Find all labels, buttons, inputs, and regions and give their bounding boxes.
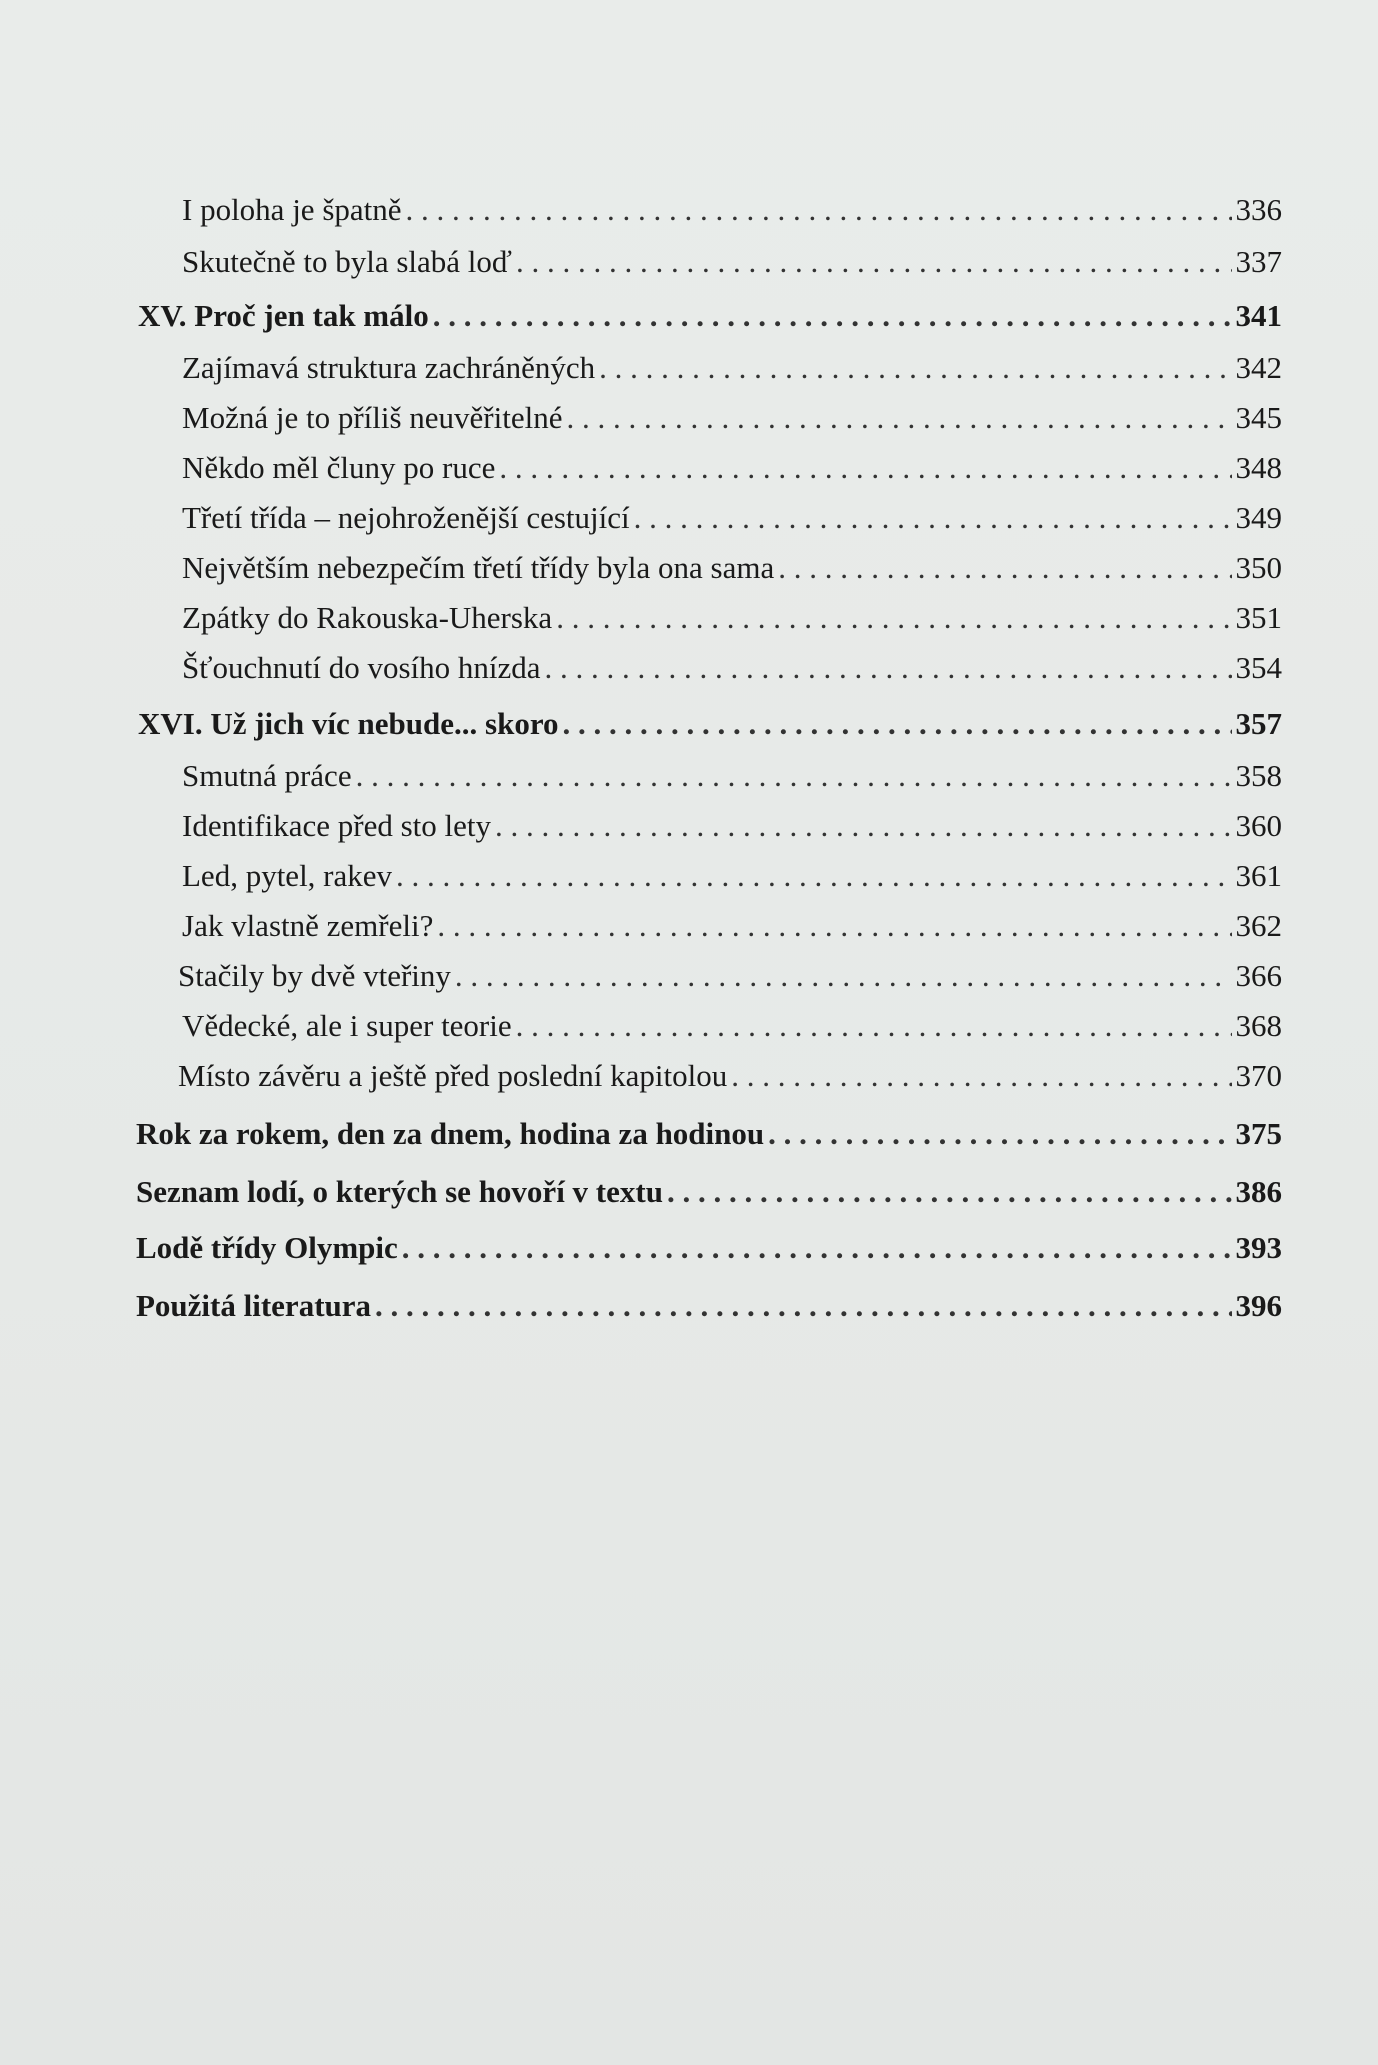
toc-entry-page: 354 (1235, 650, 1282, 685)
dot-leader (396, 854, 1231, 898)
toc-section-page: 386 (1235, 1174, 1282, 1209)
toc-entry (178, 954, 1282, 998)
dot-leader (545, 646, 1232, 690)
toc-section-title: Lodě třídy Olympic (136, 1230, 398, 1265)
toc-entry-title: Možná je to příliš neuvěřitelné (182, 400, 563, 435)
dot-leader (402, 1226, 1232, 1270)
toc-entry-page: 358 (1235, 758, 1282, 793)
toc-entry-page: 349 (1235, 500, 1282, 535)
toc-entry-title: Stačily by dvě vteřiny (178, 958, 451, 993)
dot-leader (634, 496, 1232, 540)
toc-section-title: Použitá literatura (136, 1288, 372, 1323)
toc-entry (182, 396, 1282, 440)
toc-entry-title: Identifikace před sto lety (182, 808, 492, 843)
dot-leader (567, 396, 1232, 440)
toc-chapter (138, 294, 1282, 338)
toc-entry (182, 596, 1282, 640)
toc-entry (182, 346, 1282, 390)
dot-leader (556, 596, 1231, 640)
dot-leader (433, 294, 1232, 338)
dot-leader (455, 954, 1232, 998)
toc-entry-title: Zajímavá struktura zachráněných (182, 350, 596, 385)
toc-entry-page: 350 (1235, 550, 1282, 585)
toc-entry-title: Největším nebezpečím třetí třídy byla ona sama (182, 550, 775, 585)
dot-leader (731, 1054, 1231, 1098)
dot-leader (667, 1170, 1232, 1214)
toc-section-title: Rok za rokem, den za dnem, hodina za hodinou (136, 1116, 765, 1151)
toc-section-page: 375 (1235, 1116, 1282, 1151)
dot-leader (599, 346, 1231, 390)
toc-entry-title: Šťouchnutí do vosího hnízda (182, 650, 541, 685)
toc-entry-page: 370 (1235, 1058, 1282, 1093)
toc-entry-page: 361 (1235, 858, 1282, 893)
toc-entry-title: Místo závěru a ještě před poslední kapitolou (178, 1058, 728, 1093)
toc-entry-title: Jak vlastně zemřeli? (182, 908, 434, 943)
toc-entry-page: 351 (1235, 600, 1282, 635)
dot-leader (437, 904, 1231, 948)
dot-leader (778, 546, 1231, 590)
toc-entry-title: Skutečně to byla slabá loď (182, 244, 512, 279)
toc-section (136, 1170, 1282, 1214)
toc-entry-page: 366 (1235, 958, 1282, 993)
toc-entry-title: Někdo měl čluny po ruce (182, 450, 496, 485)
toc-chapter-title: XV. Proč jen tak málo (138, 298, 429, 333)
toc-entry (182, 446, 1282, 490)
toc-section (136, 1112, 1282, 1156)
toc-entry (182, 496, 1282, 540)
toc-chapter-page: 341 (1235, 298, 1282, 333)
dot-leader (516, 1004, 1232, 1048)
toc-entry (182, 546, 1282, 590)
toc-entry-title: Vědecké, ale i super teorie (182, 1008, 512, 1043)
dot-leader (563, 702, 1232, 746)
toc-entry (182, 240, 1282, 284)
toc-section (136, 1226, 1282, 1270)
toc-entry (182, 188, 1282, 232)
toc-entry-page: 360 (1235, 808, 1282, 843)
toc-entry-page: 337 (1235, 244, 1282, 279)
toc-entry-title: Zpátky do Rakouska-Uherska (182, 600, 553, 635)
dot-leader (768, 1112, 1231, 1156)
toc-entry-page: 336 (1235, 192, 1282, 227)
toc-section-page: 393 (1235, 1230, 1282, 1265)
toc-section-page: 396 (1235, 1288, 1282, 1323)
toc-entry-page: 342 (1235, 350, 1282, 385)
dot-leader (356, 754, 1232, 798)
toc-entry (182, 804, 1282, 848)
toc-chapter (138, 702, 1282, 746)
dot-leader (499, 446, 1231, 490)
toc-chapter-page: 357 (1235, 706, 1282, 741)
dot-leader (406, 188, 1232, 232)
toc-section (136, 1284, 1282, 1328)
toc-entry (178, 1054, 1282, 1098)
toc-entry-title: Led, pytel, rakev (182, 858, 393, 893)
dot-leader (375, 1284, 1231, 1328)
toc-section-title: Seznam lodí, o kterých se hovoří v textu (136, 1174, 663, 1209)
toc-entry (182, 754, 1282, 798)
dot-leader (516, 240, 1232, 284)
toc-entry (182, 646, 1282, 690)
toc-chapter-title: XVI. Už jich víc nebude... skoro (138, 706, 559, 741)
toc-entry-page: 348 (1235, 450, 1282, 485)
toc-entry-page: 345 (1235, 400, 1282, 435)
toc-entry-title: I poloha je špatně (182, 192, 402, 227)
toc-entry-title: Třetí třída – nejohroženější cestující (182, 500, 630, 535)
toc-entry (182, 904, 1282, 948)
toc-entry-page: 362 (1235, 908, 1282, 943)
toc-entry (182, 854, 1282, 898)
toc-entry (182, 1004, 1282, 1048)
toc-entry-title: Smutná práce (182, 758, 352, 793)
toc-entry-page: 368 (1235, 1008, 1282, 1043)
dot-leader (495, 804, 1231, 848)
